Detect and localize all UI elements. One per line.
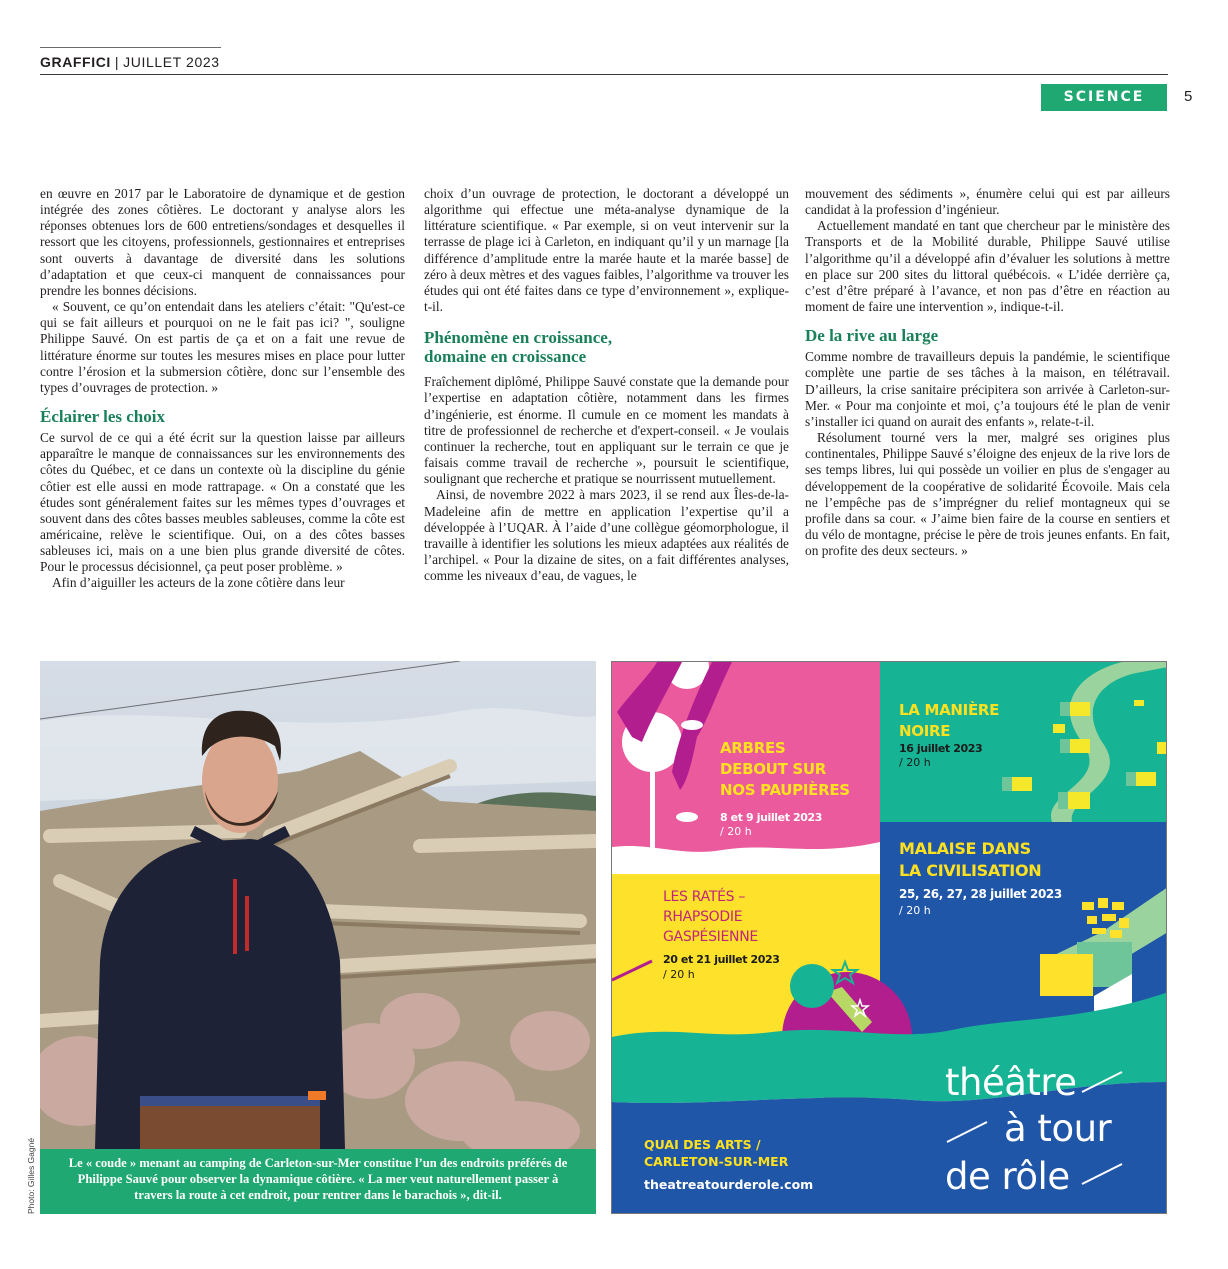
logo-theatre: théâtre bbox=[945, 1061, 1077, 1104]
show-title-line: DEBOUT SUR bbox=[720, 760, 827, 778]
comet-head bbox=[790, 964, 834, 1008]
show-title-line: NOS PAUPIÈRES bbox=[720, 781, 850, 799]
paragraph: Comme nombre de travailleurs depuis la pandémie, le scientifique complète une partie de ses tâches à la maison, en télétravail. D’ailleurs, la crise sanitaire précipitera son arrivée à Carleton-sur-Mer. « Pour ma conjointe et moi, ç’a toujours été le plan de venir s’installer ici quand on aurait des enfants », relate-t-il. bbox=[805, 349, 1170, 429]
website-link[interactable]: theatreatourderole.com bbox=[644, 1177, 814, 1192]
paragraph: Ainsi, de novembre 2022 à mars 2023, il se rend aux Îles-de-la-Madeleine afin de mettre en application l’expertise qu’il a développée à l’UQAR. À l’aide d’une collègue géomorphologue, il travaille à identifier les solutions les mieux adaptées aux réalités de l’archipel. « Pour la dizaine de sites, on a fait différentes analyses, comme les niveaux d’eau, de vagues, le bbox=[424, 487, 789, 584]
wristband bbox=[308, 1091, 326, 1100]
header-top-line bbox=[40, 47, 221, 48]
theatre-advertisement[interactable] bbox=[611, 661, 1167, 1214]
show-title-maniere-noire[interactable] bbox=[899, 700, 999, 742]
show-date: 16 juillet 2023 bbox=[899, 742, 983, 755]
subheading: De la rive au large bbox=[805, 326, 939, 346]
cube-yellow bbox=[1040, 954, 1093, 996]
venue-line: QUAI DES ARTS / bbox=[644, 1137, 761, 1152]
tree-trunk bbox=[650, 762, 655, 852]
show-title-line: ARBRES bbox=[720, 739, 786, 757]
logo-a-tour: à tour bbox=[1004, 1107, 1112, 1150]
show-time: / 20 h bbox=[899, 756, 931, 769]
article-photo bbox=[40, 661, 596, 1149]
paragraph: Résolument tourné vers la mer, malgré ses origines plus continentales, Philippe Sauvé s’éloigne des enjeux de la rive lors de ses temps libres, lui qui possède un voilier en plus de s'engager au développement de la coopérative de solidarité Écovoile. Mais cela ne l’empêche pas de s’imprégner du relief montagneux qui se profile dans sa cour. « J’aime bien faire de la course en sentiers et du vélo de montagne, précise le père de trois jeunes enfants. En fait, on profite des deux secteurs. » bbox=[805, 430, 1170, 559]
paragraph: en œuvre en 2017 par le Laboratoire de dynamique et de gestion intégrée des zones côtières. Le doctorant y analyse alors les réponses obtenues lors de 600 entretiens/sondages et desquelles il ressort que les citoyens, professionnels, gestionnaires et entreprises sont ouverts à davantage de diversité dans les solutions d’adaptation et que ceux-ci manquent de connaissances pour prendre les bonnes décisions. bbox=[40, 186, 405, 298]
show-title-line: GASPÉSIENNE bbox=[663, 929, 758, 945]
article-column-3 bbox=[805, 186, 1170, 559]
article-column-2 bbox=[424, 186, 789, 584]
show-title-arbres[interactable] bbox=[720, 738, 850, 801]
show-date: 25, 26, 27, 28 juillet 2023 bbox=[899, 887, 1062, 901]
issue-date: JUILLET 2023 bbox=[123, 54, 220, 70]
publication-header bbox=[40, 54, 220, 70]
photo-caption: Le « coude » menant au camping de Carleton-sur-Mer constitue l’un des endroits préférés de Philippe Sauvé pour observer la dynamique côtière. « La mer veut naturellement passer à travers la route à cet endroit, pour rentrer dans le barachois », dit-il. bbox=[40, 1149, 596, 1214]
show-title-line: NOIRE bbox=[899, 722, 951, 740]
paragraph: Afin d’aiguiller les acteurs de la zone côtière dans leur bbox=[52, 575, 345, 591]
subheading-line: Phénomène en croissance, bbox=[424, 328, 613, 348]
show-title-line: RHAPSODIE bbox=[663, 909, 743, 925]
show-time: / 20 h bbox=[720, 825, 752, 838]
show-title-line: LA MANIÈRE bbox=[899, 701, 1000, 719]
show-date: 20 et 21 juillet 2023 bbox=[663, 953, 780, 966]
page-number: 5 bbox=[1184, 88, 1193, 105]
show-time: / 20 h bbox=[899, 904, 931, 917]
paragraph: Actuellement mandaté en tant que chercheur par le ministère des Transports et de la Mobilité durable, Philippe Sauvé utilise l’algorithme qu’il a développé afin d’évaluer les solutions à mettre en place sur 200 sites du littoral québécois. « L’idée derrière ça, c’est d’être préparé à l’avance, et non pas d’être en réaction au moment de faire une intervention », indique-t-il. bbox=[805, 218, 1170, 315]
header-separator: | bbox=[114, 54, 120, 70]
venue bbox=[644, 1136, 788, 1170]
paragraph: « Souvent, ce qu’on entendait dans les ateliers c’était: "Qu'est-ce qui se fait ailleurs et pourquoi on ne le fait pas ici? ", souligne Philippe Sauvé. On est partis de ça et on a fait une revue de littérature énorme sur toutes les mesures mises en place pour lutter contre l’érosion et la submersion côtière, donc sur l’ensemble des types d’ouvrages de protection. » bbox=[40, 299, 405, 395]
paragraph: mouvement des sédiments », énumère celui qui est par ailleurs candidat à la profession d’ingénieur. bbox=[805, 186, 1170, 218]
subheading bbox=[424, 328, 789, 366]
paragraph: choix d’un ouvrage de protection, le doctorant a développé un algorithme qui effectue une méta-analyse dynamique de la littérature scientifique. « Par exemple, si on veut intervenir sur la terrasse de plage ici à Carleton, en indiquant qu’il y un marnage [la différence d’amplitude entre la marée haute et la marée basse] de zéro à deux mètres et des vagues faibles, l’algorithme va trouver les études qui ont été faites dans ce type d’environnement », explique-t-il. bbox=[424, 186, 789, 315]
jacket-pocket-zipper bbox=[245, 896, 249, 951]
paragraph: Fraîchement diplômé, Philippe Sauvé constate que la demande pour l’expertise en adaptation côtière, notamment dans les firmes d’ingénierie, est énorme. Il cumule en ce moment les mandats à titre de professionnel de recherche et d'expert-conseil. « Je voulais continuer la recherche, tout en appliquant sur le terrain ce que je faisais comme travail de recherche », poursuit le scientifique, soulignant que recherche et pratique se nourrissent mutuellement. bbox=[424, 374, 789, 487]
show-title-line: MALAISE DANS bbox=[899, 839, 1031, 858]
show-title-line: LES RATÉS – bbox=[663, 889, 746, 905]
subheading: Éclairer les choix bbox=[40, 407, 165, 427]
header-rule bbox=[40, 74, 1168, 75]
person-shirt-hem bbox=[140, 1096, 320, 1106]
article-column-1 bbox=[40, 186, 405, 592]
paragraph: Ce survol de ce qui a été écrit sur la question laisse par ailleurs apparaître le manque de connaissances sur les environnements des côtes du Québec, et ce dans un contexte où la discipline du génie côtier est elle aussi en mode rattrapage. « On a constaté que les études sont généralement faites sur les mêmes types d’ouvrages et souvent dans des côtes basses meubles sableuses, comme la côte est américaine, relève le scientifique. Oui, on a des côtes basses sableuses ici, mais on a une bien plus grande diversité de côtes. Pour le processus décisionnel, ça peut poser problème. » bbox=[40, 430, 405, 575]
section-badge: SCIENCE bbox=[1041, 84, 1167, 111]
eye-shape bbox=[676, 812, 698, 822]
show-title-les-rates[interactable] bbox=[663, 887, 758, 947]
show-date: 8 et 9 juillet 2023 bbox=[720, 811, 822, 824]
show-title-malaise[interactable] bbox=[899, 838, 1041, 882]
eye-shape bbox=[681, 720, 703, 730]
photo-illustration bbox=[40, 661, 596, 1149]
photo-credit: Photo: Gilles Gagné bbox=[26, 1137, 36, 1214]
show-time: / 20 h bbox=[663, 968, 695, 981]
logo-de-role: de rôle bbox=[945, 1155, 1070, 1198]
person-pants bbox=[140, 1101, 320, 1149]
jacket-zipper bbox=[233, 879, 237, 954]
publication-name: GRAFFICI bbox=[40, 54, 111, 70]
subheading-line: domaine en croissance bbox=[424, 347, 587, 367]
show-title-line: LA CIVILISATION bbox=[899, 861, 1042, 880]
venue-line: CARLETON-SUR-MER bbox=[644, 1154, 789, 1169]
